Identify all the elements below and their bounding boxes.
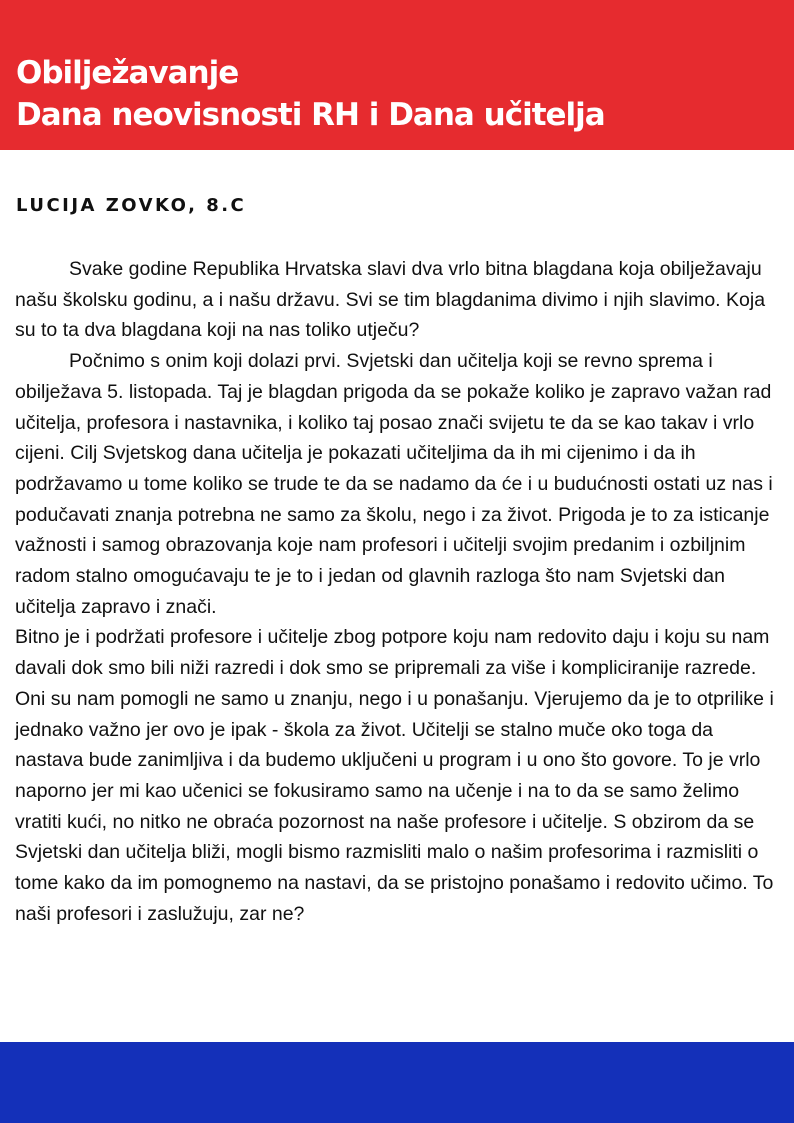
page-title-line-1: Obilježavanje [16, 55, 239, 91]
article-paragraph-2: Počnimo s onim koji dolazi prvi. Svjetski dan učitelja koji se revno sprema i obilježava 5. listopada. Taj je blagdan prigoda da se pokaže koliko je zapravo važan rad učitelja, profesora i nastavnika, i koliko taj posao znači svijetu te da se kao takav i vrlo cijeni. Cilj Svjetskog dana učitelja je pokazati učiteljima da ih mi cijenimo i da ih podržavamo u tome koliko se trude te da se nadamo da će i u budućnosti ostati uz nas i podučavati znanja potrebna ne samo za školu, nego i za život. Prigoda je to za isticanje važnosti i samog obrazovanja koje nam profesori i učitelji svojim predanim i ozbiljnim radom stalno omogućavaju te je to i jedan od glavnih razloga što nam Svjetski dan učitelja zapravo i znači. [15, 350, 773, 618]
page-title [16, 52, 605, 136]
author-byline: LUCIJA ZOVKO, 8.C [16, 195, 247, 216]
article-body [15, 254, 780, 929]
header-band [0, 0, 794, 150]
article-paragraph-1: Svake godine Republika Hrvatska slavi dva vrlo bitna blagdana koja obilježavaju našu školsku godinu, a i našu državu. Svi se tim blagdanima divimo i njih slavimo. Koja su to ta dva blagdana koji na nas toliko utječu? [15, 258, 766, 342]
article-paragraph-3: Bitno je i podržati profesore i učitelje zbog potpore koju nam redovito daju i koju su nam davali dok smo bili niži razredi i dok smo se pripremali za više i kompliciranije razrede. Oni su nam pomogli ne samo u znanju, nego i u ponašanju. Vjerujemo da je to otprilike i jednako važno jer ovo je ipak - škola za život. Učitelji se stalno muče oko toga da nastava bude zanimljiva i da budemo uključeni u program i u ono što govore. To je vrlo naporno jer mi kao učenici se fokusiramo samo na učenje i na to da se samo želimo vratiti kući, no nitko ne obraća pozornost na naše profesore i učitelje. S obzirom da se Svjetski dan učitelja bliži, mogli bismo razmisliti malo o našim profesorima i razmisliti o tome kako da im pomognemo na nastavi, da se pristojno ponašamo i redovito učimo. To naši profesori i zaslužuju, zar ne? [15, 626, 774, 925]
footer-band [0, 1042, 794, 1123]
page-title-line-2: Dana neovisnosti RH i Dana učitelja [16, 97, 605, 133]
